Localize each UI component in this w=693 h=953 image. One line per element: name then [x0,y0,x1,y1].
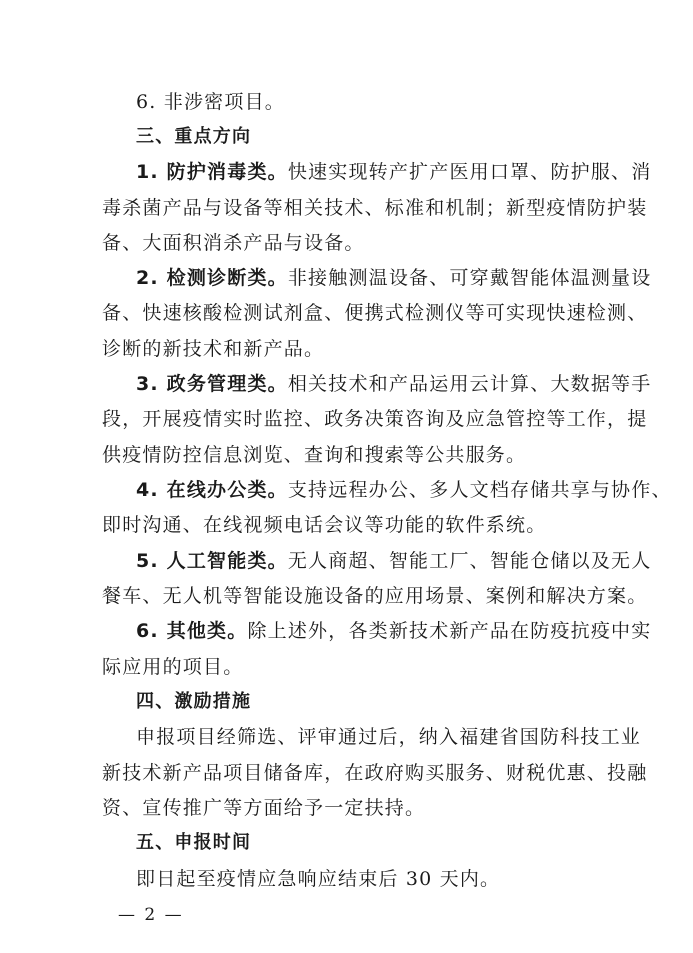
paragraph-1-heading: 1. 防护消毒类。 [136,161,288,183]
paragraph-6-text: 除上述外，各类新技术新产品在防疫抗疫中实 [247,620,652,642]
paragraph-2-line-2: 备、快速核酸检测试剂盒、便携式检测仪等可实现快速检测、 [102,302,648,324]
paragraph-5-heading: 5. 人工智能类。 [136,550,288,572]
paragraph-1-text: 快速实现转产扩产医用口罩、防护服、消 [287,161,652,183]
paragraph-7-line-1: 申报项目经筛选、评审通过后，纳入福建省国防科技工业 [136,726,642,748]
section-heading-application-time: 五、申报时间 [136,832,252,853]
paragraph-1-line-3: 备、大面积消杀产品与设备。 [102,232,365,254]
paragraph-3-line-3: 供疫情防控信息浏览、查询和搜索等公共服务。 [102,444,527,466]
paragraph-4-text: 支持远程办公、多人文档存储共享与协作、 [287,479,672,501]
paragraph-2-line-3: 诊断的新技术和新产品。 [102,338,325,360]
paragraph-5-line-1 [136,549,652,573]
paragraph-3-line-1 [136,372,652,396]
section-heading-key-directions: 三、重点方向 [136,126,252,147]
paragraph-6-line-1 [136,619,652,643]
paragraph-5-text: 无人商超、智能工厂、智能仓储以及无人 [287,550,652,572]
paragraph-1-line-1 [136,160,652,184]
paragraph-3-text: 相关技术和产品运用云计算、大数据等手 [287,373,652,395]
paragraph-4-line-1 [136,478,672,502]
page-number: — 2 — [118,905,184,925]
paragraph-7-line-2: 新技术新产品项目储备库，在政府购买服务、财税优惠、投融 [102,762,648,784]
paragraph-2-heading: 2. 检测诊断类。 [136,267,288,289]
paragraph-2-line-1 [136,266,652,290]
paragraph-2-text: 非接触测温设备、可穿戴智能体温测量设 [287,267,652,289]
paragraph-6-heading: 6. 其他类。 [136,620,248,642]
paragraph-1-line-2: 毒杀菌产品与设备等相关技术、标准和机制；新型疫情防护装 [102,197,648,219]
section-heading-incentives: 四、激励措施 [136,691,252,712]
paragraph-4-line-2: 即时沟通、在线视频电话会议等功能的软件系统。 [102,514,547,536]
paragraph-7-line-3: 资、宣传推广等方面给予一定扶持。 [102,797,426,819]
paragraph-4-heading: 4. 在线办公类。 [136,479,288,501]
paragraph-5-line-2: 餐车、无人机等智能设施设备的应用场景、案例和解决方案。 [102,585,648,607]
paragraph-3-heading: 3. 政务管理类。 [136,373,288,395]
paragraph-8-line-1: 即日起至疫情应急响应结束后 30 天内。 [136,868,501,890]
paragraph-6-line-2: 际应用的项目。 [102,656,244,678]
paragraph-3-line-2: 段，开展疫情实时监控、政务决策咨询及应急管控等工作，提 [102,408,648,430]
list-item-6-non-classified: 6. 非涉密项目。 [136,91,285,113]
